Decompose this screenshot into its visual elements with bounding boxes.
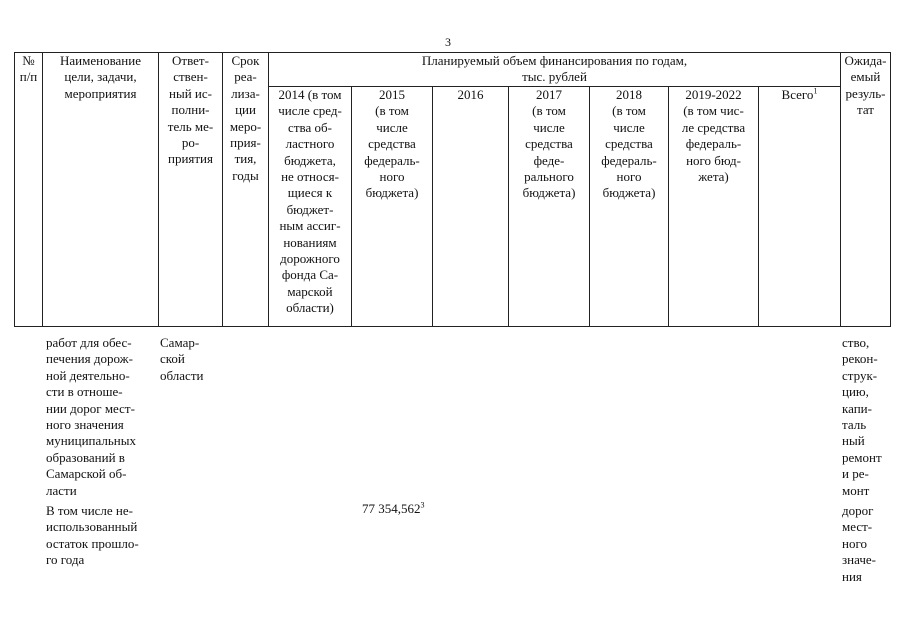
activity-name-continued: работ для обес- печения дорож- ной деятельно- сти в отноше- нии дорог мест- ного значения муниципальных образований в Самарской об- ласти [46,335,137,498]
col-expected-header: Ожида- емый резуль- тат [841,53,891,327]
col-num-header: № п/п [15,53,43,327]
col-year-2016-header: 2016 [433,87,509,327]
col-total-label: Всего [781,87,814,102]
col-name-header: Наименование цели, задачи, мероприятия [43,53,159,327]
sub-item-amount-value: 77 354,562 [362,501,421,516]
col-year-2017-header: 2017 (в том числе средства феде- рального бюджета) [509,87,590,327]
col-year-2015-header: 2015 (в том числе средства федераль- ного бюджета) [352,87,433,327]
responsible-executor-continued: Самар- ской области [160,335,204,383]
col-funding-group-header: Планируемый объем финансирования по годам, тыс. рублей [269,53,841,87]
col-year-2018-header: 2018 (в том числе средства федераль- ного бюджета) [590,87,669,327]
col-total-header [759,87,841,327]
sub-item-expected-result: дорог мест- ного значе- ния [842,503,876,584]
col-responsible-header: Ответ- ствен- ный ис- полни- тель ме- ро- приятия [159,53,223,327]
sub-item-name: В том числе не- использованный остаток прошло- го года [46,503,139,568]
col-term-header: Срок реа- лиза- ции меро- прия- тия, годы [223,53,269,327]
col-total-footnote: 1 [813,86,818,96]
col-year-2019-2022-header: 2019-2022 (в том чис- ле средства федераль- ного бюд- жета) [669,87,759,327]
financing-table-header [14,52,891,327]
sub-item-amount-2015 [362,501,425,517]
expected-result-continued: ство, рекон- струк- цию, капи- таль ный ремонт и ре- монт [842,335,882,498]
sub-item-amount-footnote: 3 [420,500,425,510]
page-number: 3 [445,35,451,49]
col-year-2014-header: 2014 (в том числе сред- ства об- ластного бюджета, не относя- щиеся к бюджет- ным ассиг- нованиям дорожного фонда Са- марской области) [269,87,352,327]
